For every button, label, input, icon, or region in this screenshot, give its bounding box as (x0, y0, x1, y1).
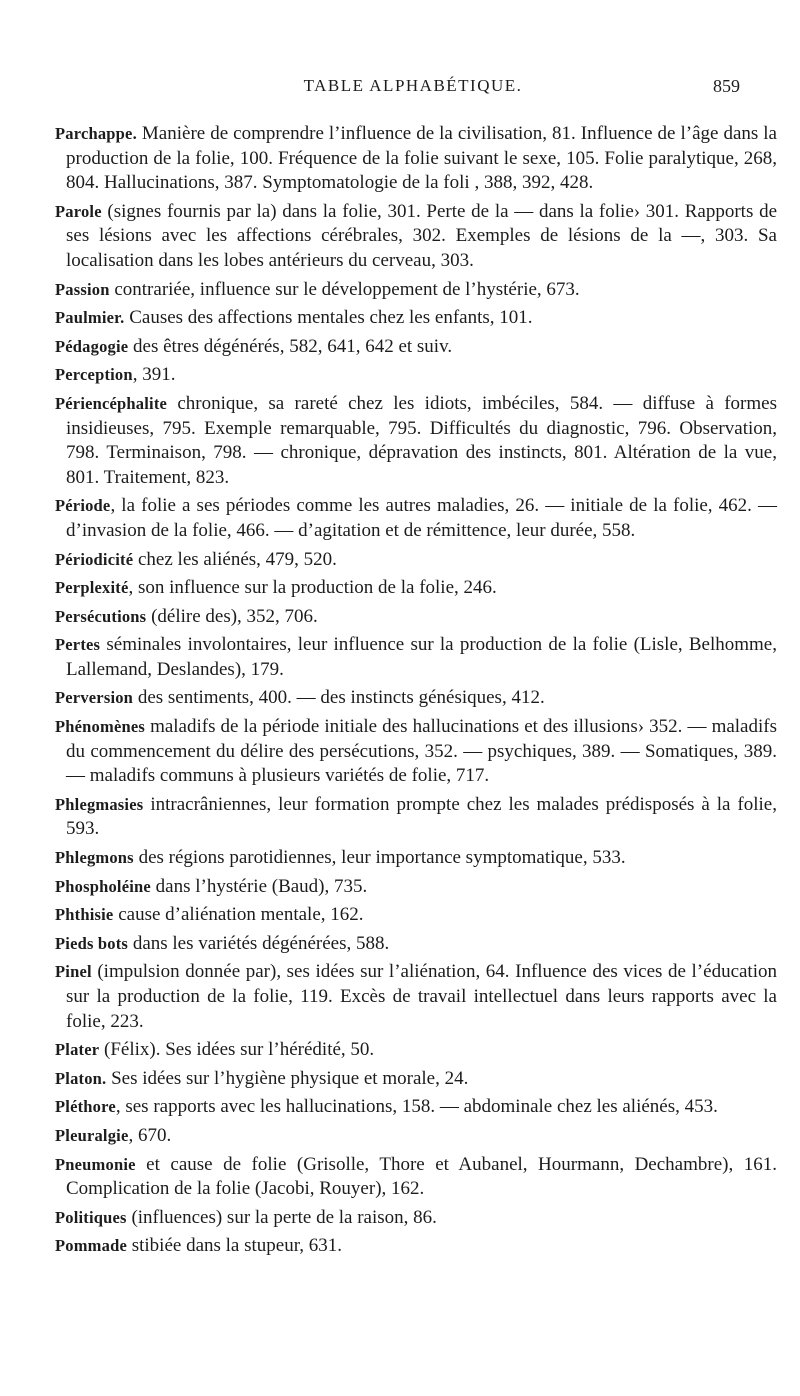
entry-headword: Platon. (55, 1068, 107, 1088)
index-entry (55, 793, 777, 842)
entry-text: , son influence sur la production de la folie, 246. (128, 577, 497, 599)
index-entry (55, 715, 777, 789)
entry-headword: Politiques (55, 1207, 127, 1227)
entry-headword: Pinel (55, 962, 92, 982)
entry-headword: Pédagogie (55, 336, 129, 356)
entry-text: contrariée, influence sur le développement de l’hystérie, 673. (109, 278, 580, 300)
entry-text: , 391. (132, 364, 176, 386)
entry-text: chronique, sa rareté chez les idiots, imbéciles, 584. — diffuse à formes insidieuses, 795. Exemple remarquable, 795. Difficultés du diagnostic, 796. Observation, 798. Terminaison, 798. — chronique, dépravation des instincts, 801. Altération de la vue, 801. Traitement, 823. (66, 392, 777, 488)
entry-headword: Parole (55, 201, 102, 221)
entry-text: , 670. (128, 1124, 172, 1146)
index-entry (55, 335, 777, 360)
entry-headword: Phénomènes (55, 717, 145, 737)
entry-headword: Perversion (55, 688, 134, 708)
entry-text: des régions parotidiennes, leur importance symptomatique, 533. (133, 847, 626, 869)
index-entry (55, 392, 777, 490)
entry-headword: Parchappe. (55, 124, 137, 143)
index-entries (55, 122, 777, 1263)
entry-text: , ses rapports avec les hallucinations, 158. — abdominale chez les aliénés, 453. (115, 1096, 718, 1118)
entry-headword: Phospholéine (55, 876, 151, 896)
entry-headword: Périodicité (55, 549, 134, 569)
index-entry (55, 548, 777, 573)
entry-text: (influences) sur la perte de la raison, 86. (126, 1206, 437, 1228)
entry-text: séminales involontaires, leur influence sur la production de la folie (Lisle, Belhomme, Lallemand, Deslandes), 179. (66, 634, 777, 680)
entry-text: Ses idées sur l’hygiène physique et morale, 24. (106, 1067, 469, 1089)
entry-headword: Pleuralgie (55, 1125, 129, 1145)
entry-text: Causes des affections mentales chez les enfants, 101. (124, 307, 533, 329)
entry-text: (signes fournis par la) dans la folie, 301. Perte de la — dans la folie› 301. Rapports de ses lésions avec les affections cérébrales, 302. Exemples de lésions de la —, 303. Sa localisation dans les lobes antérieurs du cerveau, 303. (66, 200, 777, 271)
entry-text: dans les variétés dégénérées, 588. (128, 932, 390, 954)
entry-headword: Pneumonie (55, 1154, 136, 1174)
entry-text: (impulsion donnée par), ses idées sur l’aliénation, 64. Influence des vices de l’éducation sur la production de la folie, 119. Excès de travail intellectuel dans leurs rapports avec la folie, 223. (66, 961, 777, 1032)
index-entry (55, 494, 777, 543)
running-title: TABLE ALPHABÉTIQUE. (303, 76, 523, 95)
page-header (80, 76, 746, 100)
index-entry (55, 875, 777, 900)
entry-headword: Phthisie (55, 905, 114, 925)
entry-text: Manière de comprendre l’influence de la civilisation, 81. Influence de l’âge dans la production de la folie, 100. Fréquence de la folie suivant le sexe, 105. Folie paralytique, 268, 804. Hallucinations, 387. Symptomatologie de la foli , 388, 392, 428. (66, 123, 777, 194)
index-entry (55, 903, 777, 928)
entry-headword: Pertes (55, 635, 101, 655)
page-number: 859 (713, 76, 740, 96)
entry-text: cause d’aliénation mentale, 162. (113, 904, 364, 926)
index-entry (55, 1124, 777, 1149)
index-entry (55, 200, 777, 274)
entry-text: stibiée dans la stupeur, 631. (126, 1235, 343, 1257)
entry-headword: Pommade (55, 1236, 127, 1256)
index-entry (55, 576, 777, 601)
entry-headword: Perception (55, 365, 133, 385)
index-entry (55, 846, 777, 871)
index-entry (55, 1206, 777, 1231)
entry-text: (Félix). Ses idées sur l’hérédité, 50. (99, 1039, 375, 1061)
entry-headword: Perplexité (55, 578, 129, 598)
entry-text: maladifs de la période initiale des hallucinations et des illusions› 352. — maladifs du commencement du délire des persécutions, 352. — psychiques, 389. — Somatiques, 389. — maladifs communs à plusieurs variétés de folie, 717. (66, 716, 777, 787)
entry-text: et cause de folie (Grisolle, Thore et Aubanel, Hourmann, Dechambre), 161. Complication de la folie (Jacobi, Rouyer), 162. (66, 1153, 777, 1200)
entry-headword: Plater (55, 1040, 100, 1060)
entry-text: intracrâniennes, leur formation prompte chez les malades prédisposés à la folie, 593. (66, 793, 777, 840)
index-entry (55, 1067, 777, 1092)
index-entry (55, 122, 777, 196)
index-entry (55, 605, 777, 630)
entry-text: chez les aliénés, 479, 520. (133, 548, 337, 570)
entry-headword: Périencéphalite (55, 393, 168, 413)
index-entry (55, 1038, 777, 1063)
index-entry (55, 960, 777, 1034)
entry-headword: Phlegmasies (55, 794, 144, 814)
entry-text: (délire des), 352, 706. (146, 605, 318, 627)
entry-text: des sentiments, 400. — des instincts génésiques, 412. (133, 687, 545, 709)
index-entry (55, 1153, 777, 1202)
entry-text: dans l’hystérie (Baud), 735. (150, 875, 368, 897)
index-entry (55, 278, 777, 303)
entry-headword: Période (55, 496, 111, 516)
index-entry (55, 1095, 777, 1120)
entry-text: des êtres dégénérés, 582, 641, 642 et suiv. (128, 335, 453, 357)
index-entry (55, 633, 777, 682)
index-entry (55, 306, 777, 331)
entry-headword: Paulmier. (55, 308, 125, 328)
entry-headword: Pléthore (55, 1097, 116, 1117)
index-entry (55, 363, 777, 388)
entry-headword: Persécutions (55, 606, 147, 626)
index-entry (55, 1234, 777, 1259)
index-entry (55, 932, 777, 957)
entry-headword: Passion (55, 279, 110, 299)
entry-headword: Pieds bots (55, 933, 129, 953)
index-entry (55, 686, 777, 711)
entry-headword: Phlegmons (55, 848, 134, 868)
entry-text: , la folie a ses périodes comme les autres maladies, 26. — initiale de la folie, 462. — d’invasion de la folie, 466. — d’agitation et de rémittence, leur durée, 558. (66, 495, 777, 541)
